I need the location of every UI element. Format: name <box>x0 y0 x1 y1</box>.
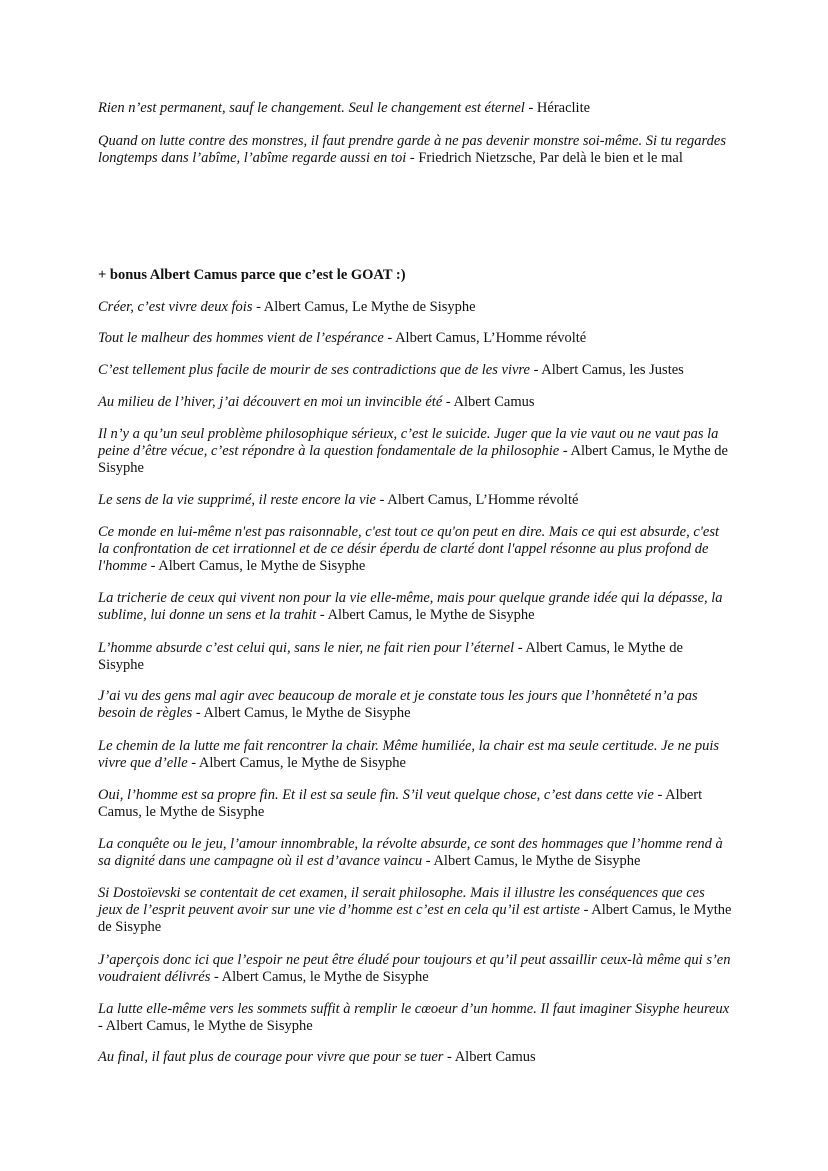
quote-separator: - <box>252 299 264 315</box>
quote-separator: - <box>147 558 159 574</box>
quote-separator: - <box>192 705 204 721</box>
quote-source: Albert Camus, le Mythe de Sisyphe <box>105 1018 313 1034</box>
quote-separator: - <box>375 492 388 508</box>
quote-text: Le sens de la vie supprimé, il reste encore la vie <box>98 492 376 508</box>
quote-camus <box>98 299 732 316</box>
quote-text: Rien n’est permanent, sauf le changement. Seul le changement est éternel <box>98 100 525 116</box>
quote-source: Albert Camus, le Mythe de Sisyphe <box>327 607 535 623</box>
quote-separator: - <box>187 755 199 771</box>
quote-camus <box>98 952 732 986</box>
quote-separator: - <box>579 902 592 918</box>
bonus-heading: + bonus Albert Camus parce que c’est le GOAT :) <box>98 267 406 283</box>
quote-separator: - <box>529 362 542 378</box>
quote-source: Albert Camus, le Mythe de Sisyphe <box>98 902 732 935</box>
quote-source: Albert Camus, le Mythe de Sisyphe <box>98 443 728 476</box>
quote-source: Albert Camus, le Mythe de Sisyphe <box>433 853 641 869</box>
quote-camus <box>98 1001 732 1035</box>
quote-text: La tricherie de ceux qui vivent non pour la vie elle-même, mais pour quelque grande idée qui la dépasse, la sublime, lui donne un sens et la trahit <box>98 590 723 623</box>
quote-source: Albert Camus, le Mythe de Sisyphe <box>203 705 411 721</box>
quote-camus <box>98 426 732 477</box>
quote-camus <box>98 836 732 870</box>
quote-text: Il n’y a qu’un seul problème philosophique sérieux, c’est le suicide. Juger que la vie vaut ou ne vaut pas la peine d’être vécue, c’est répondre à la question fondamentale de la philosophie <box>98 426 719 459</box>
quote-source: Albert Camus, les Justes <box>541 362 684 378</box>
quote-separator: - <box>443 1049 455 1065</box>
quote-text: Oui, l’homme est sa propre fin. Et il est sa seule fin. S’il veut quelque chose, c’est dans cette vie <box>98 787 654 803</box>
quote-text: Si Dostoïevski se contentait de cet examen, il serait philosophe. Mais il illustre les conséquences que ces jeux de l’esprit peuvent avoir sur une vie d’homme est c’est en cela qu’il est artiste <box>98 885 705 918</box>
quote-separator: - <box>422 853 434 869</box>
quote-separator: - <box>406 150 419 166</box>
quote-camus <box>98 1049 732 1066</box>
quote-camus <box>98 885 732 936</box>
quote-camus <box>98 640 732 674</box>
quote-text: J’aperçois donc ici que l’espoir ne peut être éludé pour toujours et qu’il peut assaillir ceux-là même qui s’en voudraient délivrés <box>98 952 731 985</box>
quote-source: Héraclite <box>536 100 591 116</box>
quote-camus <box>98 362 732 379</box>
quote-text: J’ai vu des gens mal agir avec beaucoup de morale et je constate tous les jours que l’honnêteté n’a pas besoin de règles <box>98 688 698 721</box>
quote-text: Le chemin de la lutte me fait rencontrer la chair. Même humiliée, la chair est ma seule certitude. Je ne puis vivre que d’elle <box>98 738 720 771</box>
quote-camus <box>98 688 732 722</box>
quote-source: Albert Camus, le Mythe de Sisyphe <box>221 969 429 985</box>
quote-separator: - <box>524 100 537 116</box>
quote-text: La conquête ou le jeu, l’amour innombrable, la révolte absurde, ce sont des hommages que l’homme rend à sa dignité dans une campagne où il est d’avance vaincu <box>98 836 723 869</box>
quote-separator: - <box>653 787 666 803</box>
quote-separator: - <box>98 1018 106 1034</box>
quote-text: Au final, il faut plus de courage pour vivre que pour se tuer <box>98 1049 444 1065</box>
quote-source: Friedrich Nietzsche, Par delà le bien et le mal <box>418 150 683 166</box>
quote-separator: - <box>514 640 526 656</box>
quote-source: Albert Camus, le Mythe de Sisyphe <box>198 755 406 771</box>
quote-camus <box>98 394 732 411</box>
quote-text: Ce monde en lui-même n'est pas raisonnable, c'est tout ce qu'on peut en dire. Mais ce qui est absurde, c'est la confrontation de cet irrationnel et de ce désir éperdu de clarté dont l'appel résonne au plus profond de l'homme <box>98 524 720 574</box>
quote-separator: - <box>383 330 396 346</box>
quote-camus <box>98 738 732 772</box>
quote-camus <box>98 590 732 624</box>
quote-source: Albert Camus, le Mythe de Sisyphe <box>158 558 366 574</box>
quote-source: Albert Camus, L’Homme révolté <box>387 492 579 508</box>
quote-separator: - <box>442 394 454 410</box>
quote-text: Tout le malheur des hommes vient de l’espérance <box>98 330 384 346</box>
quote-source: Albert Camus <box>454 1049 536 1065</box>
quote-separator: - <box>210 969 222 985</box>
quote-separator: - <box>559 443 571 459</box>
quote-text: Au milieu de l’hiver, j’ai découvert en moi un invincible été <box>98 394 443 410</box>
quote-source: Albert Camus, le Mythe de Sisyphe <box>98 787 703 820</box>
quote-text: La lutte elle-même vers les sommets suffit à remplir le cœoeur d’un homme. Il faut imaginer Sisyphe heureux <box>98 1001 730 1017</box>
quote-source: Albert Camus, le Mythe de Sisyphe <box>98 640 683 673</box>
quote-heraclite <box>98 100 732 117</box>
quote-text: Quand on lutte contre des monstres, il faut prendre garde à ne pas devenir monstre soi-même. Si tu regardes longtemps dans l’abîme, l’abîme regarde aussi en toi <box>98 133 726 166</box>
quote-text: L’homme absurde c’est celui qui, sans le nier, ne fait rien pour l’éternel <box>98 640 515 656</box>
quote-source: Albert Camus, Le Mythe de Sisyphe <box>263 299 476 315</box>
quote-separator: - <box>316 607 328 623</box>
quote-source: Albert Camus <box>453 394 535 410</box>
quote-source: Albert Camus, L’Homme révolté <box>395 330 587 346</box>
quote-camus <box>98 492 732 509</box>
quote-camus <box>98 330 732 347</box>
quote-text: C’est tellement plus facile de mourir de ses contradictions que de les vivre <box>98 362 530 378</box>
quote-nietzsche <box>98 133 732 167</box>
quote-text: Créer, c’est vivre deux fois <box>98 299 253 315</box>
quote-camus <box>98 787 732 821</box>
quote-camus <box>98 524 732 575</box>
